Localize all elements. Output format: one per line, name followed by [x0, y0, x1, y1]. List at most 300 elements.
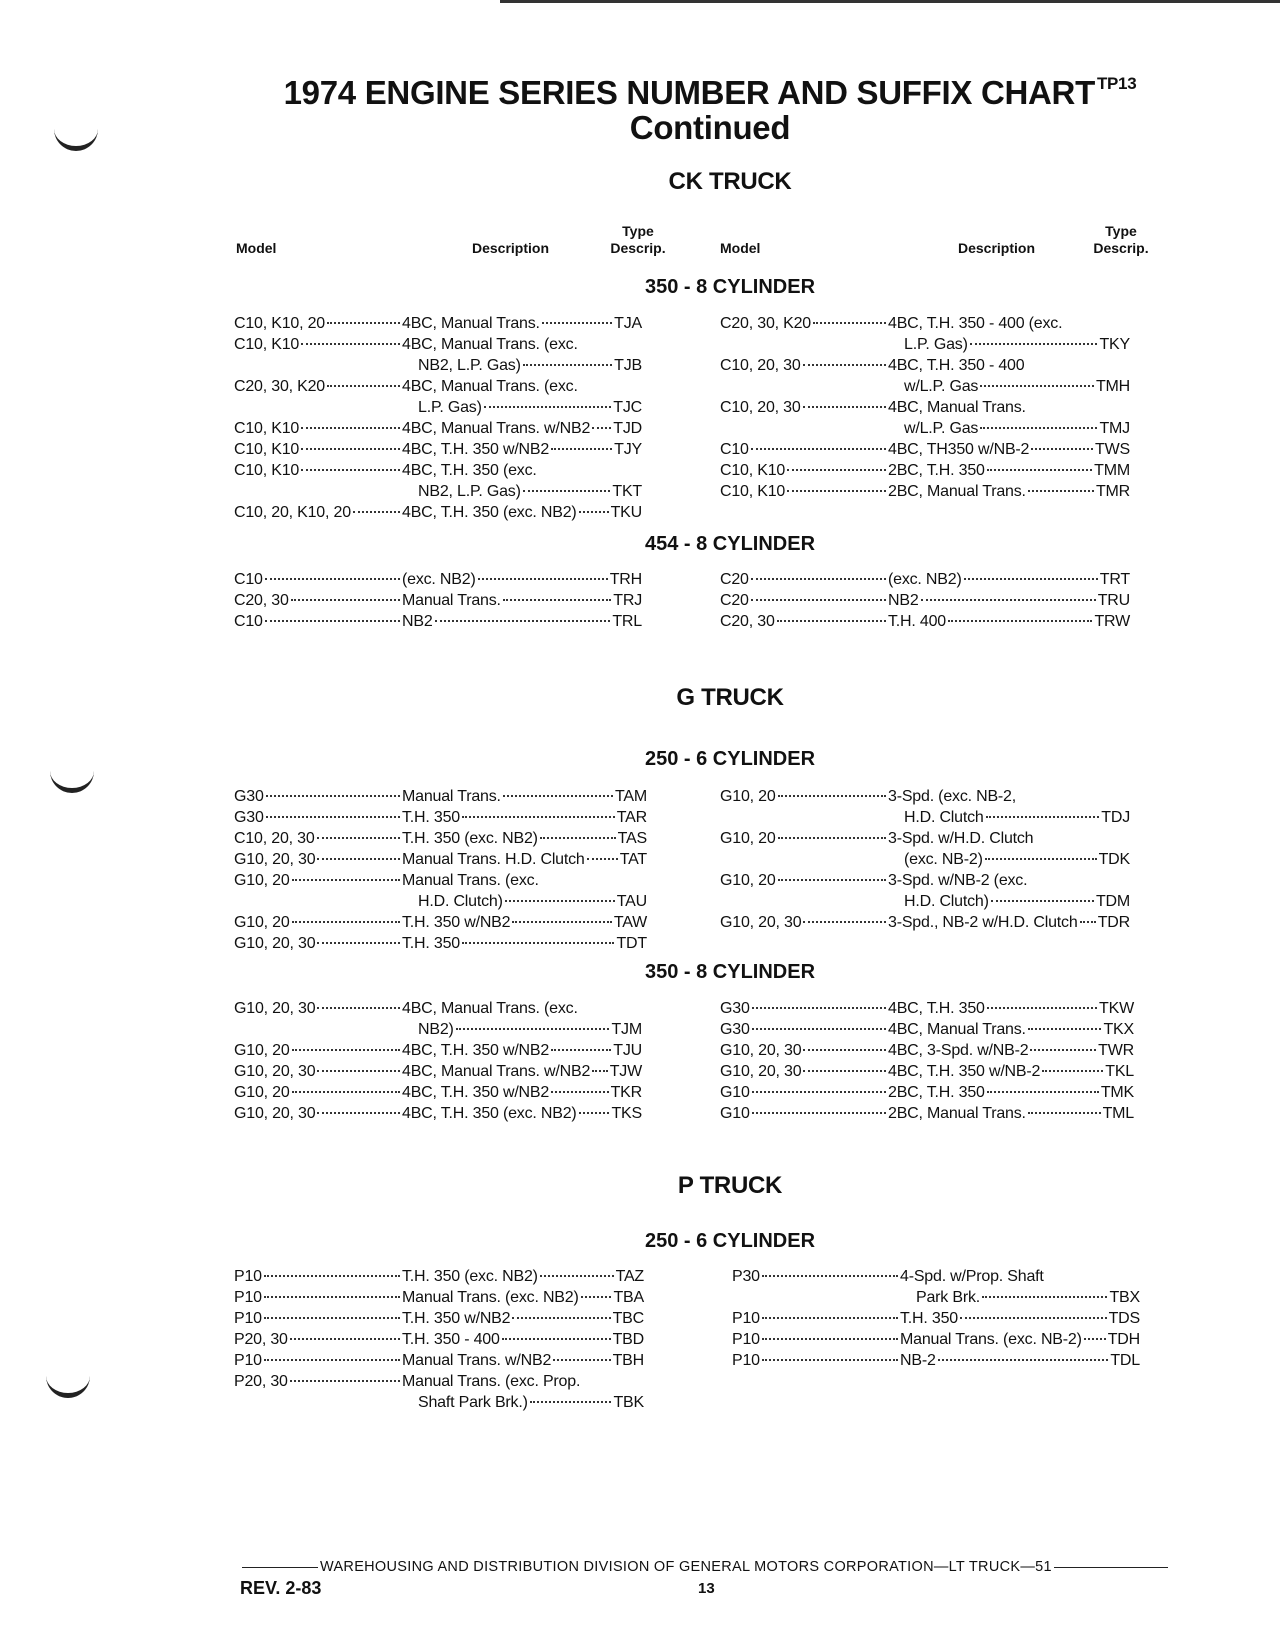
dot-leader — [970, 343, 1098, 345]
column-header-model-left: Model — [236, 240, 277, 256]
dot-leader — [581, 1296, 612, 1298]
entry-row — [234, 891, 647, 912]
dot-leader — [803, 406, 886, 408]
entry-description: 4BC, Manual Trans. w/NB2 — [402, 420, 591, 437]
entry-row — [234, 1287, 644, 1308]
footer-rule-right — [1054, 1567, 1168, 1568]
dot-leader — [462, 942, 614, 944]
entry-model: C20 — [720, 592, 749, 609]
footer — [240, 1559, 1170, 1575]
entry-row — [732, 1350, 1140, 1371]
entry-type-code: TJA — [614, 315, 642, 332]
entry-row — [732, 1308, 1140, 1329]
dot-leader — [317, 837, 400, 839]
entry-type-code: TBX — [1109, 1289, 1140, 1306]
subsection-title-g-350: 350 - 8 CYLINDER — [644, 961, 816, 983]
dot-leader — [484, 406, 612, 408]
entry-row — [720, 355, 1130, 376]
entry-type-code: TKR — [610, 1084, 642, 1101]
dot-leader — [752, 1112, 886, 1114]
entry-type-code: TJC — [613, 399, 642, 416]
dot-leader — [317, 942, 400, 944]
entry-type-code: TAZ — [615, 1268, 644, 1285]
entry-description: (exc. NB2) — [888, 571, 962, 588]
entry-row — [720, 611, 1130, 632]
entry-type-code: TJU — [613, 1042, 642, 1059]
entry-row — [720, 1103, 1134, 1124]
footer-text: WAREHOUSING AND DISTRIBUTION DIVISION OF GENERAL MOTORS CORPORATION—LT TRUCK—51 — [320, 1559, 1052, 1575]
entry-type-code: TKX — [1103, 1021, 1134, 1038]
entry-row — [720, 1061, 1134, 1082]
entry-model: G10, 20 — [720, 872, 776, 889]
entry-model: P10 — [234, 1352, 262, 1369]
entry-description: T.H. 350 — [900, 1310, 958, 1327]
entry-description: Shaft Park Brk.) — [418, 1394, 528, 1411]
entry-type-code: TKU — [610, 504, 642, 521]
dot-leader — [980, 427, 1097, 429]
entry-model: G10, 20, 30 — [234, 1000, 316, 1017]
entry-row — [234, 1103, 642, 1124]
entry-type-code: TWR — [1098, 1042, 1134, 1059]
dot-leader — [964, 578, 1098, 580]
entry-model: P10 — [732, 1352, 760, 1369]
entry-model: C10, 20, K10, 20 — [234, 504, 351, 521]
entry-type-code: TDM — [1095, 893, 1130, 910]
entry-list — [234, 998, 642, 1124]
dot-leader — [803, 1070, 886, 1072]
dot-leader — [292, 879, 400, 881]
entry-description: Manual Trans. (exc. — [402, 872, 539, 889]
subsection-title-ck-350: 350 - 8 CYLINDER — [644, 276, 816, 298]
entry-description: 4BC, T.H. 350 (exc. NB2) — [402, 504, 577, 521]
entry-description: (exc. NB2) — [402, 571, 476, 588]
entry-type-code: TBD — [612, 1331, 644, 1348]
entry-row — [720, 439, 1130, 460]
entry-type-code: TDL — [1110, 1352, 1140, 1369]
entry-model: P30 — [732, 1268, 760, 1285]
entry-type-code: TAW — [613, 914, 647, 931]
dot-leader — [266, 816, 400, 818]
page-title — [240, 66, 1180, 145]
entry-row — [732, 1287, 1140, 1308]
dot-leader — [987, 1091, 1099, 1093]
dot-leader — [991, 900, 1094, 902]
entry-row — [720, 998, 1134, 1019]
dot-leader — [503, 795, 613, 797]
section-title-ck-truck: CK TRUCK — [668, 168, 792, 195]
entry-row — [234, 590, 642, 611]
entry-model: G30 — [720, 1000, 750, 1017]
entry-description: 4BC, Manual Trans. (exc. — [402, 1000, 578, 1017]
binder-hole-mark — [46, 1375, 90, 1398]
entry-model: C10, K10, 20 — [234, 315, 325, 332]
entry-model: C10, K10 — [720, 483, 786, 500]
entry-description: H.D. Clutch) — [904, 893, 989, 910]
entry-type-code: TRJ — [613, 592, 642, 609]
entry-description: 4BC, T.H. 350 - 400 — [888, 357, 1025, 374]
entry-model: G30 — [234, 809, 264, 826]
dot-leader — [551, 448, 612, 450]
entry-model: C10, 20, 30 — [720, 357, 801, 374]
dot-leader — [787, 469, 886, 471]
entry-description: Manual Trans. — [402, 788, 501, 805]
dot-leader — [982, 1296, 1107, 1298]
entry-model: G10, 20, 30 — [234, 935, 316, 952]
entry-description: T.H. 350 w/NB2 — [402, 914, 511, 931]
entry-type-code: TDS — [1108, 1310, 1140, 1327]
entry-model: P10 — [234, 1289, 262, 1306]
dot-leader — [762, 1275, 898, 1277]
entry-description: T.H. 400 — [888, 613, 946, 630]
entry-description: w/L.P. Gas — [904, 420, 979, 437]
entry-list — [732, 1266, 1140, 1371]
entry-description: NB-2 — [900, 1352, 936, 1369]
entry-row — [234, 912, 647, 933]
dot-leader — [290, 1338, 400, 1340]
entry-description: Manual Trans. (exc. NB2) — [402, 1289, 579, 1306]
dot-leader — [264, 1359, 400, 1361]
dot-leader — [523, 490, 611, 492]
dot-leader — [512, 1317, 610, 1319]
entry-row — [234, 397, 642, 418]
dot-leader — [503, 599, 611, 601]
entry-type-code: TKL — [1105, 1063, 1134, 1080]
entry-row — [234, 870, 647, 891]
entry-type-code: TBH — [612, 1352, 644, 1369]
entry-description: 4BC, T.H. 350 w/NB2 — [402, 1084, 550, 1101]
entry-row — [234, 502, 642, 523]
entry-description: 4BC, Manual Trans. — [402, 315, 540, 332]
entry-type-code: TMM — [1094, 462, 1130, 479]
entry-list — [720, 786, 1130, 933]
revision-label: REV. 2-83 — [240, 1578, 322, 1598]
dot-leader — [264, 1275, 400, 1277]
entry-row — [720, 460, 1130, 481]
entry-type-code: TKY — [1099, 336, 1130, 353]
dot-leader — [292, 921, 400, 923]
entry-description: 4BC, Manual Trans. (exc. — [402, 336, 578, 353]
dot-leader — [542, 322, 612, 324]
type-header-line1: Type — [1105, 223, 1137, 239]
entry-type-code: TRU — [1097, 592, 1130, 609]
dot-leader — [752, 1007, 886, 1009]
entry-type-code: TMJ — [1099, 420, 1130, 437]
entry-type-code: TBC — [612, 1310, 644, 1327]
entry-row — [234, 828, 647, 849]
dot-leader — [751, 448, 886, 450]
entry-list — [720, 569, 1130, 632]
entry-type-code: TKT — [612, 483, 642, 500]
entry-description: 4BC, T.H. 350 - 400 (exc. — [888, 315, 1063, 332]
entry-row — [234, 334, 642, 355]
page-number: 13 — [698, 1580, 715, 1597]
column-header-model-right: Model — [720, 240, 761, 256]
entry-list — [234, 313, 642, 523]
entry-row — [234, 376, 642, 397]
dot-leader — [1028, 1112, 1101, 1114]
entry-row — [720, 1082, 1134, 1103]
dot-leader — [291, 599, 400, 601]
entry-type-code: TKS — [611, 1105, 642, 1122]
entry-description: 4BC, T.H. 350 w/NB-2 — [888, 1063, 1041, 1080]
dot-leader — [317, 858, 400, 860]
entry-description: 4BC, Manual Trans. (exc. — [402, 378, 578, 395]
dot-leader — [980, 385, 1094, 387]
dot-leader — [777, 620, 886, 622]
entry-description: Manual Trans. — [402, 592, 501, 609]
entry-description: T.H. 350 (exc. NB2) — [402, 830, 538, 847]
entry-row — [720, 912, 1130, 933]
entry-type-code: TJB — [614, 357, 642, 374]
entry-model: G30 — [234, 788, 264, 805]
dot-leader — [762, 1359, 898, 1361]
dot-leader — [301, 469, 400, 471]
top-border-line — [500, 0, 1280, 3]
entry-description: L.P. Gas) — [418, 399, 482, 416]
dot-leader — [921, 599, 1096, 601]
entry-model: G10, 20, 30 — [234, 1063, 316, 1080]
entry-model: P20, 30 — [234, 1331, 288, 1348]
entry-row — [720, 891, 1130, 912]
dot-leader — [462, 816, 615, 818]
entry-description: 4BC, T.H. 350 (exc. — [402, 462, 537, 479]
entry-type-code: TAT — [619, 851, 647, 868]
entry-description: T.H. 350 w/NB2 — [402, 1310, 511, 1327]
entry-description: 4-Spd. w/Prop. Shaft — [900, 1268, 1044, 1285]
entry-type-code: TMH — [1095, 378, 1130, 395]
entry-model: C10 — [234, 613, 263, 630]
dot-leader — [938, 1359, 1109, 1361]
dot-leader — [353, 511, 400, 513]
entry-row — [234, 418, 642, 439]
dot-leader — [435, 620, 611, 622]
entry-type-code: TML — [1102, 1105, 1134, 1122]
entry-description: 3-Spd. w/NB-2 (exc. — [888, 872, 1028, 889]
dot-leader — [317, 1112, 400, 1114]
entry-description: 3-Spd. w/H.D. Clutch — [888, 830, 1034, 847]
dot-leader — [317, 1070, 400, 1072]
entry-row — [234, 1308, 644, 1329]
subsection-title-p-250: 250 - 6 CYLINDER — [644, 1230, 816, 1252]
dot-leader — [762, 1338, 898, 1340]
entry-description: T.H. 350 — [402, 809, 460, 826]
dot-leader — [579, 1112, 610, 1114]
dot-leader — [327, 322, 400, 324]
entry-type-code: TMR — [1095, 483, 1130, 500]
entry-row — [234, 460, 642, 481]
entry-description: 4BC, T.H. 350 w/NB2 — [402, 441, 550, 458]
entry-description: Manual Trans. w/NB2 — [402, 1352, 552, 1369]
dot-leader — [456, 1028, 610, 1030]
column-header-type-left — [598, 223, 678, 257]
dot-leader — [752, 1028, 886, 1030]
section-title-p-truck: P TRUCK — [677, 1172, 783, 1199]
entry-list — [234, 786, 647, 954]
entry-row — [720, 590, 1130, 611]
entry-row — [234, 1266, 644, 1287]
entry-type-code: TAM — [615, 788, 647, 805]
subsection-title-ck-454: 454 - 8 CYLINDER — [644, 533, 816, 555]
entry-row — [234, 1329, 644, 1350]
entry-list — [720, 998, 1134, 1124]
entry-row — [234, 933, 647, 954]
dot-leader — [530, 1401, 612, 1403]
entry-model: G10, 20 — [720, 788, 776, 805]
dot-leader — [264, 1317, 400, 1319]
entry-model: G10, 20 — [720, 830, 776, 847]
entry-description: H.D. Clutch) — [418, 893, 503, 910]
dot-leader — [948, 620, 1092, 622]
entry-row — [234, 1082, 642, 1103]
entry-row — [234, 481, 642, 502]
entry-description: T.H. 350 — [402, 935, 460, 952]
entry-model: P10 — [234, 1268, 262, 1285]
entry-description: NB2 — [888, 592, 919, 609]
entry-model: G10, 20, 30 — [234, 1105, 316, 1122]
entry-row — [234, 569, 642, 590]
entry-row — [234, 355, 642, 376]
entry-model: C10, K10 — [234, 420, 300, 437]
dot-leader — [787, 490, 886, 492]
entry-description: NB2) — [418, 1021, 454, 1038]
entry-type-code: TRH — [609, 571, 642, 588]
dot-leader — [1030, 1049, 1096, 1051]
dot-leader — [553, 1359, 610, 1361]
dot-leader — [301, 448, 400, 450]
entry-row — [720, 849, 1130, 870]
entry-description: Park Brk. — [916, 1289, 980, 1306]
dot-leader — [1031, 448, 1093, 450]
entry-model: C10, K10 — [234, 336, 300, 353]
dot-leader — [1084, 1338, 1106, 1340]
binder-hole-mark — [54, 128, 98, 151]
entry-row — [720, 313, 1130, 334]
entry-model: P20, 30 — [234, 1373, 288, 1390]
entry-description: Manual Trans. (exc. NB-2) — [900, 1331, 1082, 1348]
column-header-description-right: Description — [958, 240, 1036, 256]
entry-description: 2BC, Manual Trans. — [888, 1105, 1026, 1122]
entry-type-code: TAS — [617, 830, 647, 847]
subsection-title-g-250: 250 - 6 CYLINDER — [644, 748, 816, 770]
entry-model: G10, 20 — [234, 1084, 290, 1101]
entry-description: NB2 — [402, 613, 433, 630]
dot-leader — [987, 469, 1092, 471]
entry-row — [732, 1329, 1140, 1350]
column-header-description-left: Description — [472, 240, 550, 256]
entry-row — [234, 1392, 644, 1413]
entry-type-code: TKW — [1099, 1000, 1134, 1017]
entry-type-code: TDR — [1097, 914, 1130, 931]
dot-leader — [505, 900, 615, 902]
entry-type-code: TWS — [1095, 441, 1130, 458]
entry-model: C10, 20, 30 — [234, 830, 315, 847]
entry-type-code: TJY — [614, 441, 642, 458]
entry-type-code: TMK — [1100, 1084, 1134, 1101]
entry-type-code: TDH — [1107, 1331, 1140, 1348]
dot-leader — [762, 1317, 898, 1319]
entry-model: G10 — [720, 1084, 750, 1101]
entry-model: G10, 20, 30 — [234, 851, 316, 868]
entry-model: C20 — [720, 571, 749, 588]
dot-leader — [803, 921, 886, 923]
dot-leader — [778, 795, 886, 797]
dot-leader — [301, 427, 400, 429]
entry-model: C10, K10 — [234, 441, 300, 458]
dot-leader — [265, 578, 400, 580]
entry-model: P10 — [732, 1331, 760, 1348]
entry-description: 3-Spd., NB-2 w/H.D. Clutch — [888, 914, 1078, 931]
entry-description: T.H. 350 (exc. NB2) — [402, 1268, 538, 1285]
entry-row — [234, 611, 642, 632]
entry-row — [234, 786, 647, 807]
entry-description: H.D. Clutch — [904, 809, 984, 826]
dot-leader — [1028, 490, 1094, 492]
entry-row — [234, 1019, 642, 1040]
dot-leader — [292, 1091, 400, 1093]
dot-leader — [751, 599, 886, 601]
dot-leader — [587, 858, 618, 860]
entry-row — [720, 1040, 1134, 1061]
entry-list — [234, 1266, 644, 1413]
entry-row — [234, 313, 642, 334]
entry-row — [720, 481, 1130, 502]
entry-row — [720, 397, 1130, 418]
dot-leader — [540, 1275, 614, 1277]
entry-list — [720, 313, 1130, 502]
entry-description: 2BC, T.H. 350 — [888, 462, 985, 479]
entry-model: G10, 20, 30 — [720, 1042, 802, 1059]
dot-leader — [778, 837, 886, 839]
entry-model: G10, 20 — [234, 872, 290, 889]
entry-row — [720, 418, 1130, 439]
dot-leader — [266, 795, 400, 797]
dot-leader — [265, 620, 400, 622]
entry-description: w/L.P. Gas — [904, 378, 979, 395]
binder-hole-mark — [50, 770, 94, 793]
entry-description: NB2, L.P. Gas) — [418, 357, 521, 374]
entry-description: (exc. NB-2) — [904, 851, 983, 868]
entry-description: 4BC, T.H. 350 (exc. NB2) — [402, 1105, 577, 1122]
entry-description: 4BC, 3-Spd. w/NB-2 — [888, 1042, 1029, 1059]
entry-row — [234, 998, 642, 1019]
entry-row — [720, 828, 1130, 849]
entry-type-code: TBK — [613, 1394, 644, 1411]
dot-leader — [751, 578, 886, 580]
dot-leader — [317, 1007, 400, 1009]
entry-row — [234, 1350, 644, 1371]
dot-leader — [592, 1070, 608, 1072]
entry-model: G10 — [720, 1105, 750, 1122]
entry-row — [234, 1371, 644, 1392]
dot-leader — [290, 1380, 400, 1382]
dot-leader — [540, 837, 616, 839]
entry-row — [720, 376, 1130, 397]
entry-row — [234, 1061, 642, 1082]
footer-rule-left — [242, 1567, 318, 1568]
entry-row — [234, 1040, 642, 1061]
entry-model: P10 — [234, 1310, 262, 1327]
entry-description: 4BC, TH350 w/NB-2 — [888, 441, 1030, 458]
entry-model: C20, 30, K20 — [720, 315, 811, 332]
column-header-type-right — [1081, 223, 1161, 257]
dot-leader — [551, 1091, 609, 1093]
entry-model: C10 — [234, 571, 263, 588]
entry-model: C10, 20, 30 — [720, 399, 801, 416]
entry-description: Manual Trans. H.D. Clutch — [402, 851, 585, 868]
dot-leader — [987, 1007, 1097, 1009]
entry-type-code: TAR — [616, 809, 647, 826]
entry-description: L.P. Gas) — [904, 336, 968, 353]
